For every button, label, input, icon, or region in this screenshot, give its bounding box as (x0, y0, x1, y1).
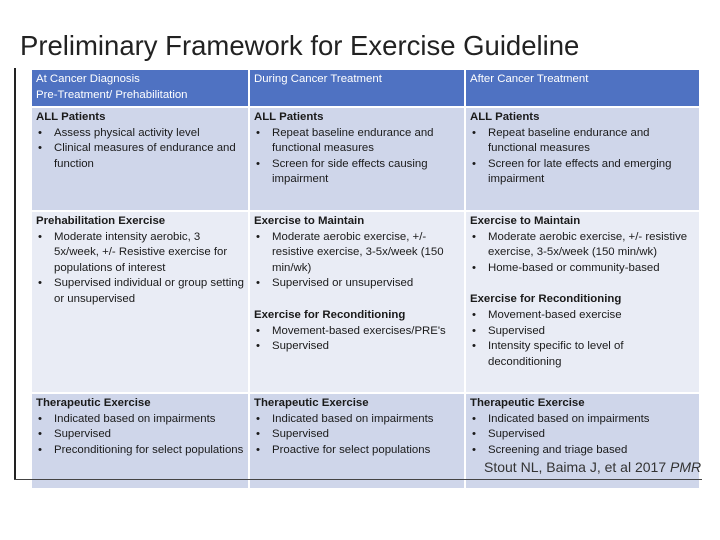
bullet-item: • Assess physical activity level (36, 126, 244, 142)
header-label: Pre-Treatment/ Prehabilitation (36, 88, 188, 101)
table-cell (31, 211, 249, 393)
header-cell (465, 69, 700, 107)
citation (484, 459, 701, 475)
bullet-item: • Proactive for select populations (254, 443, 460, 459)
bullet-item: • Screening and triage based (470, 443, 695, 459)
bullet-item: • Repeat baseline endurance and functional measures (470, 126, 695, 157)
bullet-item: • Screen for side effects causing impairment (254, 157, 460, 188)
bullet-item: • Home-based or community-based (470, 261, 695, 277)
header-label: During Cancer Treatment (254, 73, 382, 85)
section-heading: ALL Patients (470, 111, 540, 123)
bullet-list (470, 308, 695, 370)
bullet-item: • Supervised individual or group setting or unsupervised (36, 276, 244, 307)
section-heading: ALL Patients (254, 111, 324, 123)
bullet-item: • Indicated based on impairments (36, 412, 244, 428)
bullet-item: • Supervised (254, 427, 460, 443)
table-cell (465, 107, 700, 211)
bullet-item: • Supervised (470, 324, 695, 340)
bullet-list (36, 412, 244, 459)
bullet-item: • Repeat baseline endurance and functional measures (254, 126, 460, 157)
header-row (31, 69, 700, 107)
bullet-item: • Moderate intensity aerobic, 3 5x/week, +/- Resistive exercise for populations of interest (36, 230, 244, 277)
bullet-list (470, 230, 695, 277)
bullet-list (254, 412, 460, 459)
section-heading: Exercise to Maintain (470, 215, 581, 227)
header-label: After Cancer Treatment (470, 73, 589, 85)
section-heading: Exercise for Reconditioning (254, 308, 406, 321)
table-cell (31, 393, 249, 489)
section-heading: Therapeutic Exercise (36, 397, 151, 409)
section-heading: Prehabilitation Exercise (36, 215, 166, 227)
left-border-line (14, 68, 16, 480)
section-heading: Therapeutic Exercise (254, 397, 369, 409)
table-cell (249, 107, 465, 211)
header-cell (249, 69, 465, 107)
bullet-list (36, 126, 244, 173)
slide-title: Preliminary Framework for Exercise Guideline (20, 30, 580, 61)
bullet-list (36, 230, 244, 308)
bullet-item: • Movement-based exercise (470, 308, 695, 324)
bullet-item: • Preconditioning for select populations (36, 443, 244, 459)
bullet-item: • Supervised (470, 427, 695, 443)
table-cell (31, 107, 249, 211)
bottom-divider-line (14, 479, 702, 480)
bullet-item: • Moderate aerobic exercise, +/- resistive exercise, 3-5x/week (150 min/wk) (470, 230, 695, 261)
bullet-item: • Intensity specific to level of deconditioning (470, 339, 695, 370)
bullet-item: • Movement-based exercises/PRE's (254, 324, 460, 340)
section-heading: Exercise to Maintain (254, 215, 365, 227)
bullet-item: • Indicated based on impairments (254, 412, 460, 428)
bullet-item: • Supervised (36, 427, 244, 443)
table-row (31, 107, 700, 211)
bullet-list (254, 230, 460, 292)
framework-table (30, 68, 701, 490)
citation-authors: Stout NL, Baima J, et al 2017 (484, 459, 667, 475)
bullet-list (254, 126, 460, 188)
table-cell (249, 393, 465, 489)
table-row (31, 211, 700, 393)
section-heading: Therapeutic Exercise (470, 397, 585, 409)
bullet-item: • Indicated based on impairments (470, 412, 695, 428)
bullet-item: • Supervised or unsupervised (254, 276, 460, 292)
bullet-list (470, 126, 695, 188)
bullet-item: • Screen for late effects and emerging impairment (470, 157, 695, 188)
bullet-item: • Clinical measures of endurance and function (36, 141, 244, 172)
bullet-list (470, 412, 695, 459)
section-heading: Exercise for Reconditioning (470, 293, 622, 306)
header-label: At Cancer Diagnosis (36, 73, 140, 85)
bullet-list (254, 324, 460, 355)
section-heading: ALL Patients (36, 111, 106, 123)
bullet-item: • Supervised (254, 339, 460, 355)
bullet-item: • Moderate aerobic exercise, +/- resistive exercise, 3-5x/week (150 min/wk) (254, 230, 460, 277)
table-cell (465, 211, 700, 393)
header-cell (31, 69, 249, 107)
citation-journal: PMR (670, 459, 702, 475)
table-cell (249, 211, 465, 393)
